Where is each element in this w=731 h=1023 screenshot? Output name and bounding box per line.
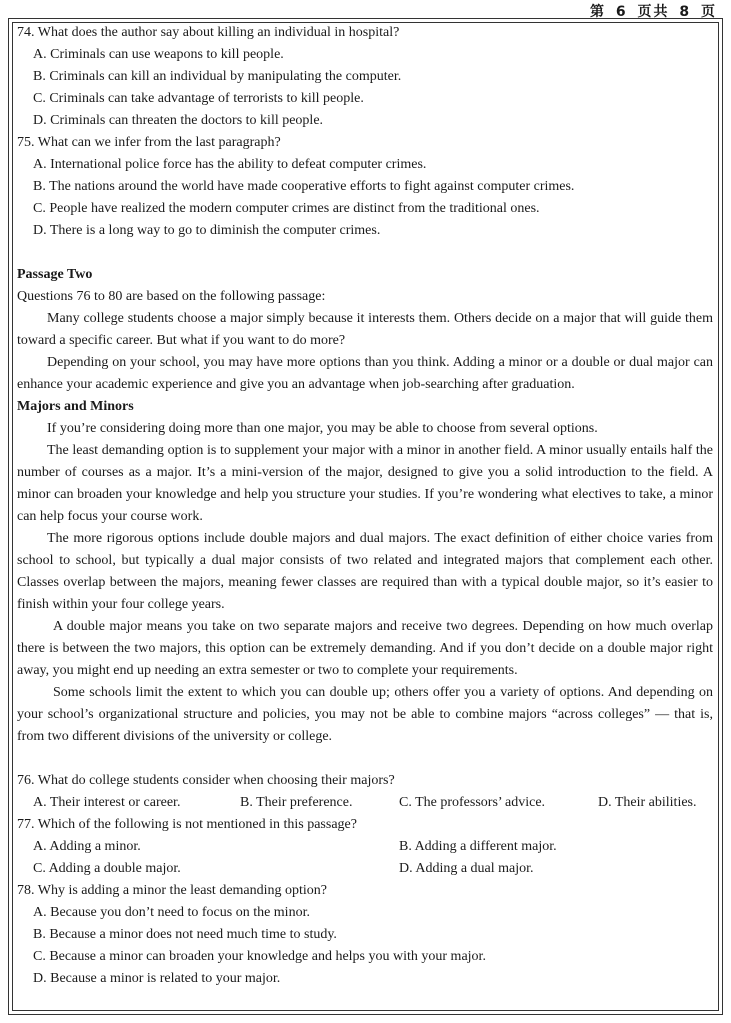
question-text: 76. What do college students consider when choosing their majors? xyxy=(17,773,395,788)
page-number: 第 6 页共 8 页 xyxy=(590,4,717,20)
passage-two xyxy=(17,264,713,748)
passage-intro: Questions 76 to 80 are based on the following passage: xyxy=(17,289,326,304)
question-text: 74. What does the author say about killing an individual in hospital? xyxy=(17,25,400,40)
passage-paragraph: Many college students choose a major simply because it interests them. Others decide on a major that will guide them toward a specific career. But what if you want to do more? xyxy=(17,311,713,348)
option-a: A. Adding a minor. xyxy=(33,839,141,854)
option-c: C. Criminals can take advantage of terrorists to kill people. xyxy=(33,91,364,106)
passage-paragraph: The least demanding option is to supplement your major with a minor in another field. A minor usually entails half the number of courses as a major. It’s a mini-version of the major, designed to give you a solid introduction to the field. A minor can broaden your knowledge and help you structure your studies. If you’re wondering what electives to take, a minor can help focus your course work. xyxy=(17,443,713,524)
question-76 xyxy=(17,770,713,814)
option-d: D. Adding a dual major. xyxy=(399,861,534,876)
question-74 xyxy=(17,22,713,132)
question-text: 75. What can we infer from the last paragraph? xyxy=(17,135,281,150)
option-c: C. People have realized the modern computer crimes are distinct from the traditional ones. xyxy=(33,201,540,216)
question-text: 78. Why is adding a minor the least demanding option? xyxy=(17,883,328,898)
option-b: B. Adding a different major. xyxy=(399,839,557,854)
option-c: C. Adding a double major. xyxy=(33,861,181,876)
question-75 xyxy=(17,132,713,242)
question-77 xyxy=(17,814,713,880)
passage-paragraph: If you’re considering doing more than one major, you may be able to choose from several options. xyxy=(47,421,598,436)
passage-paragraph: Depending on your school, you may have more options than you think. Adding a minor or a double or dual major can enhance your academic experience and give you an advantage when job-searching after graduation. xyxy=(17,355,713,392)
option-b: B. The nations around the world have made cooperative efforts to fight against computer crimes. xyxy=(33,179,575,194)
page-content xyxy=(17,22,713,990)
option-b: B. Their preference. xyxy=(240,795,353,810)
option-d: D. Their abilities. xyxy=(598,795,697,810)
option-c: C. The professors’ advice. xyxy=(399,795,546,810)
options-row xyxy=(17,836,713,858)
options-row xyxy=(17,792,713,814)
option-d: D. Because a minor is related to your major. xyxy=(33,971,281,986)
option-a: A. Their interest or career. xyxy=(33,795,181,810)
option-c: C. Because a minor can broaden your knowledge and helps you with your major. xyxy=(33,949,486,964)
passage-paragraph: A double major means you take on two separate majors and receive two degrees. Depending on how much overlap there is between the two majors, this option can be extremely demanding. And if you don’t decide on a double major right away, you might end up needing an extra semester or two to complete your requirements. xyxy=(17,619,713,678)
passage-title: Passage Two xyxy=(17,267,93,282)
option-a: A. Criminals can use weapons to kill people. xyxy=(33,47,284,62)
option-d: D. There is a long way to go to diminish the computer crimes. xyxy=(33,223,381,238)
question-78 xyxy=(17,880,713,990)
passage-paragraph: The more rigorous options include double majors and dual majors. The exact definition of either choice varies from school to school, but typically a dual major consists of two related and integrated majors that complement each other. Classes overlap between the majors, meaning fewer classes are required than with a typical double major, so it’s easier to finish within your four college years. xyxy=(17,531,713,612)
option-d: D. Criminals can threaten the doctors to kill people. xyxy=(33,113,324,128)
option-b: B. Criminals can kill an individual by manipulating the computer. xyxy=(33,69,402,84)
passage-paragraph: Some schools limit the extent to which you can double up; others offer you a variety of options. And depending on your school’s organizational structure and policies, you may not be able to combine majors “across colleges” — that is, from two different divisions of the university or college. xyxy=(17,685,713,744)
options-row xyxy=(17,858,713,880)
section-heading: Majors and Minors xyxy=(17,399,134,414)
option-a: A. Because you don’t need to focus on the minor. xyxy=(33,905,310,920)
option-b: B. Because a minor does not need much time to study. xyxy=(33,927,337,942)
question-text: 77. Which of the following is not mentioned in this passage? xyxy=(17,817,357,832)
option-a: A. International police force has the ability to defeat computer crimes. xyxy=(33,157,427,172)
